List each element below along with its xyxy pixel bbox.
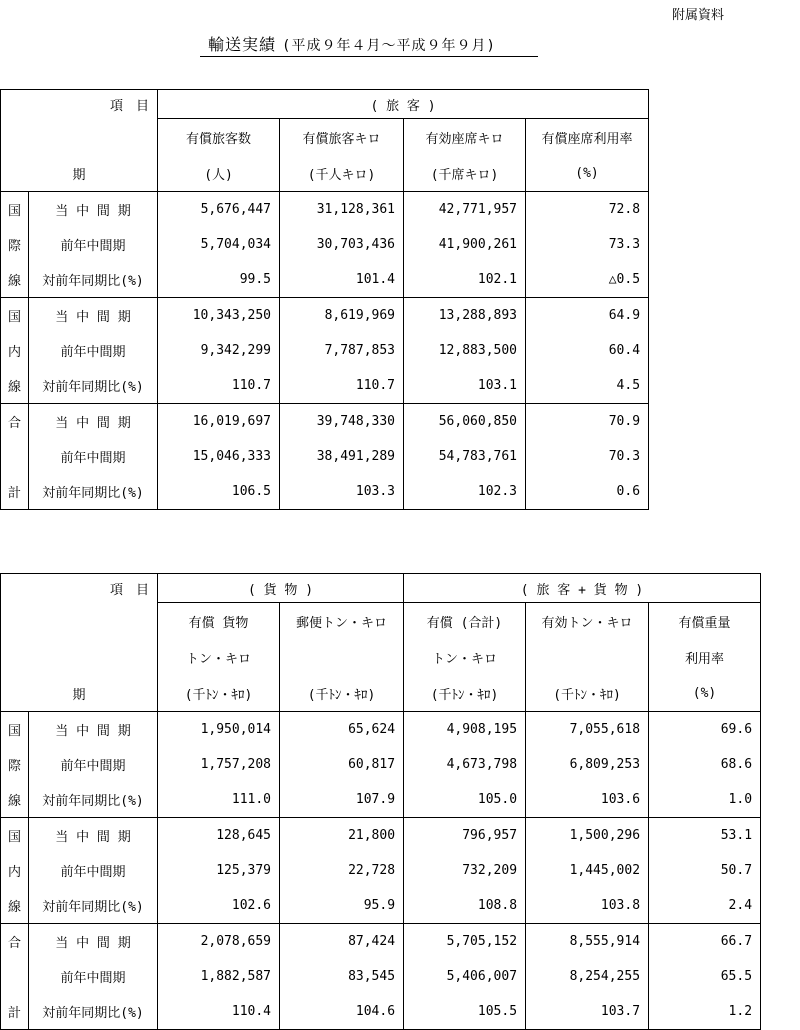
table-row: [1, 818, 761, 854]
cell-value: 38,491,289: [280, 439, 404, 474]
cell-value: 39,748,330: [280, 404, 404, 440]
table-row: [1, 782, 761, 818]
col-unit: (千席キロ): [404, 155, 526, 192]
region-char: 国: [1, 192, 29, 228]
col-unit: (人): [158, 155, 280, 192]
cell-value: 65,624: [280, 712, 404, 748]
cell-value: 1,950,014: [158, 712, 280, 748]
table-row: [1, 959, 761, 994]
col-unit: (千人キロ): [280, 155, 404, 192]
cell-value: 7,787,853: [280, 333, 404, 368]
row-label: 当 中 間 期: [29, 192, 158, 228]
table-row: [1, 924, 761, 960]
cell-value: 99.5: [158, 262, 280, 298]
region-char: 線: [1, 262, 29, 298]
cell-value: 7,055,618: [526, 712, 649, 748]
cell-value: 42,771,957: [404, 192, 526, 228]
cell-value: 64.9: [526, 298, 649, 334]
cell-value: 732,209: [404, 853, 526, 888]
cell-value: 22,728: [280, 853, 404, 888]
cell-value: 102.3: [404, 474, 526, 510]
row-label: 前年中間期: [29, 333, 158, 368]
region-char: 合: [1, 404, 29, 440]
cell-value: 68.6: [649, 747, 761, 782]
cell-value: 73.3: [526, 227, 649, 262]
table-row: [1, 262, 649, 298]
region-char: [1, 959, 29, 994]
cell-value: 70.9: [526, 404, 649, 440]
cell-value: 128,645: [158, 818, 280, 854]
region-char: 国: [1, 818, 29, 854]
cell-value: △0.5: [526, 262, 649, 298]
cell-value: 111.0: [158, 782, 280, 818]
annex-label: 附属資料: [672, 8, 725, 23]
cell-value: 12,883,500: [404, 333, 526, 368]
cell-value: 8,555,914: [526, 924, 649, 960]
cell-value: 103.1: [404, 368, 526, 404]
row-label: 当 中 間 期: [29, 298, 158, 334]
row-label: 前年中間期: [29, 439, 158, 474]
cell-value: 1,882,587: [158, 959, 280, 994]
cell-value: 108.8: [404, 888, 526, 924]
table-row: [1, 298, 649, 334]
col-header: 有償座席利用率: [526, 119, 649, 156]
group-header-passenger: ( 旅 客 ): [158, 90, 649, 119]
table-row: [1, 853, 761, 888]
cell-value: 103.7: [526, 994, 649, 1030]
cell-value: 2.4: [649, 888, 761, 924]
title-text: 輸送実績: [208, 35, 277, 54]
col-header-line2: トン・キロ: [404, 639, 526, 675]
cell-value: 110.7: [280, 368, 404, 404]
cell-value: 105.5: [404, 994, 526, 1030]
title-underline: [200, 56, 538, 57]
cell-value: 69.6: [649, 712, 761, 748]
row-label: 対前年同期比(%): [29, 368, 158, 404]
cell-value: 103.6: [526, 782, 649, 818]
cell-value: 16,019,697: [158, 404, 280, 440]
region-char: 計: [1, 474, 29, 510]
table-row: [1, 404, 649, 440]
col-header: 有償旅客数: [158, 119, 280, 156]
period-header: 期: [1, 155, 158, 192]
cell-value: 21,800: [280, 818, 404, 854]
cell-value: 8,254,255: [526, 959, 649, 994]
cell-value: 5,676,447: [158, 192, 280, 228]
cell-value: 70.3: [526, 439, 649, 474]
table-row: [1, 227, 649, 262]
row-label: 前年中間期: [29, 747, 158, 782]
col-unit: (千ﾄﾝ・ｷﾛ): [404, 675, 526, 712]
page-title: [208, 32, 496, 55]
row-label: 当 中 間 期: [29, 712, 158, 748]
cell-value: 8,619,969: [280, 298, 404, 334]
group-header-cargo: ( 貨 物 ): [158, 574, 404, 603]
cell-value: 54,783,761: [404, 439, 526, 474]
region-char: 内: [1, 333, 29, 368]
cell-value: 95.9: [280, 888, 404, 924]
cell-value: 104.6: [280, 994, 404, 1030]
row-label: 前年中間期: [29, 227, 158, 262]
col-header-line2: 利用率: [649, 639, 761, 675]
row-label: 前年中間期: [29, 853, 158, 888]
cell-value: 41,900,261: [404, 227, 526, 262]
cell-value: 83,545: [280, 959, 404, 994]
item-header: 項 目: [1, 574, 158, 603]
region-char: 線: [1, 368, 29, 404]
cell-value: 110.7: [158, 368, 280, 404]
cell-value: 102.6: [158, 888, 280, 924]
cell-value: 31,128,361: [280, 192, 404, 228]
cell-value: 65.5: [649, 959, 761, 994]
cell-value: 0.6: [526, 474, 649, 510]
cell-value: 4,673,798: [404, 747, 526, 782]
cell-value: 4,908,195: [404, 712, 526, 748]
cell-value: 5,704,034: [158, 227, 280, 262]
region-char: 合: [1, 924, 29, 960]
cell-value: 107.9: [280, 782, 404, 818]
table-row: [1, 474, 649, 510]
cell-value: 15,046,333: [158, 439, 280, 474]
row-label: 対前年同期比(%): [29, 888, 158, 924]
col-header: 有効座席キロ: [404, 119, 526, 156]
table-row: [1, 192, 649, 228]
cell-value: 796,957: [404, 818, 526, 854]
col-header: 郵便トン・キロ: [280, 603, 404, 640]
row-label: 当 中 間 期: [29, 404, 158, 440]
table-row: [1, 712, 761, 748]
col-header-line2: トン・キロ: [158, 639, 280, 675]
period-header: 期: [1, 675, 158, 712]
row-label: 対前年同期比(%): [29, 782, 158, 818]
title-period: (平成９年４月〜平成９年９月): [282, 38, 496, 54]
passenger-table: [0, 89, 649, 510]
region-char: 際: [1, 227, 29, 262]
region-char: [1, 439, 29, 474]
cell-value: 103.3: [280, 474, 404, 510]
table-row: [1, 333, 649, 368]
cell-value: 1.0: [649, 782, 761, 818]
cargo-table: [0, 573, 761, 1030]
cell-value: 102.1: [404, 262, 526, 298]
cell-value: 103.8: [526, 888, 649, 924]
item-header: 項 目: [1, 90, 158, 119]
cell-value: 101.4: [280, 262, 404, 298]
cell-value: 9,342,299: [158, 333, 280, 368]
col-unit: (%): [649, 675, 761, 712]
row-label: 対前年同期比(%): [29, 474, 158, 510]
cell-value: 1,757,208: [158, 747, 280, 782]
cell-value: 2,078,659: [158, 924, 280, 960]
table-row: [1, 439, 649, 474]
cell-value: 106.5: [158, 474, 280, 510]
col-header: 有償重量: [649, 603, 761, 640]
cell-value: 105.0: [404, 782, 526, 818]
cell-value: 110.4: [158, 994, 280, 1030]
cell-value: 1,500,296: [526, 818, 649, 854]
cell-value: 66.7: [649, 924, 761, 960]
group-header-total: ( 旅 客 + 貨 物 ): [404, 574, 761, 603]
col-header: 有償 (合計): [404, 603, 526, 640]
cell-value: 5,406,007: [404, 959, 526, 994]
cell-value: 30,703,436: [280, 227, 404, 262]
col-header: 有償 貨物: [158, 603, 280, 640]
cell-value: 60.4: [526, 333, 649, 368]
col-unit: (千ﾄﾝ・ｷﾛ): [158, 675, 280, 712]
col-unit: (%): [526, 155, 649, 192]
table-row: [1, 747, 761, 782]
cell-value: 6,809,253: [526, 747, 649, 782]
cell-value: 4.5: [526, 368, 649, 404]
cell-value: 13,288,893: [404, 298, 526, 334]
col-header: 有償旅客キロ: [280, 119, 404, 156]
table-row: [1, 994, 761, 1030]
cell-value: 56,060,850: [404, 404, 526, 440]
cell-value: 53.1: [649, 818, 761, 854]
row-label: 当 中 間 期: [29, 924, 158, 960]
col-unit: (千ﾄﾝ・ｷﾛ): [526, 675, 649, 712]
cell-value: 125,379: [158, 853, 280, 888]
row-label: 対前年同期比(%): [29, 262, 158, 298]
cell-value: 60,817: [280, 747, 404, 782]
row-label: 対前年同期比(%): [29, 994, 158, 1030]
table-row: [1, 888, 761, 924]
table-row: [1, 368, 649, 404]
region-char: 国: [1, 298, 29, 334]
region-char: 国: [1, 712, 29, 748]
cell-value: 72.8: [526, 192, 649, 228]
cell-value: 1,445,002: [526, 853, 649, 888]
cell-value: 10,343,250: [158, 298, 280, 334]
region-char: 内: [1, 853, 29, 888]
row-label: 前年中間期: [29, 959, 158, 994]
region-char: 計: [1, 994, 29, 1030]
region-char: 線: [1, 782, 29, 818]
col-header: 有効トン・キロ: [526, 603, 649, 640]
region-char: 線: [1, 888, 29, 924]
col-header-line2: [280, 639, 404, 675]
col-header-line2: [526, 639, 649, 675]
cell-value: 50.7: [649, 853, 761, 888]
cell-value: 5,705,152: [404, 924, 526, 960]
row-label: 当 中 間 期: [29, 818, 158, 854]
cell-value: 1.2: [649, 994, 761, 1030]
col-unit: (千ﾄﾝ・ｷﾛ): [280, 675, 404, 712]
region-char: 際: [1, 747, 29, 782]
cell-value: 87,424: [280, 924, 404, 960]
